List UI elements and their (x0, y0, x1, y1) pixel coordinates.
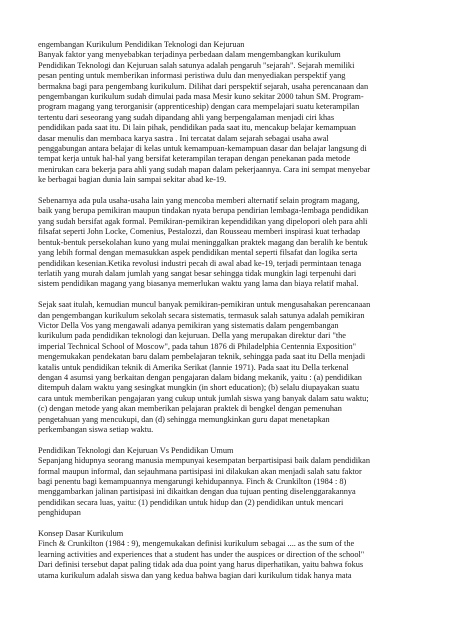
text-line: program magang yang terorganisir (apprenticeship) dengan cara mempelajari suatu keterampilan (38, 102, 360, 112)
text-line: sistem pendidikan magang yang biasanya memerlukan waktu yang lama dan biaya relatif mahal. (38, 279, 359, 289)
paragraph (38, 446, 414, 519)
text-line: ditempuh dalam waktu yang sesingkat mungkin (in short education); (b) selalu diupayakan suatu (38, 383, 360, 393)
text-line: pengetahuan yang mencukupi, dan (d) sehingga memungkinkan guru dapat menetapkan (38, 414, 330, 424)
text-line: dan pengembangan kurikulum sekolah secara sistematis, termasuk salah satunya adalah pemikiran (38, 310, 365, 320)
text-line: engembangan Kurikulum Pendidikan Teknologi dan Kejuruan (38, 40, 245, 49)
text-line: yang lebih formal dengan memasukkan aspek pendidikan mental seperti filsafat dan logika serta (38, 248, 358, 258)
text-line: penghidupan (38, 508, 81, 518)
text-line: cara untuk memberikan pengajaran yang cukup untuk jumlah siswa yang banyak dalam satu waktu; (38, 393, 369, 403)
text-line: Sebenarnya ada pula usaha-usaha lain yang mencoba memberi alternatif selain program magang, (38, 196, 360, 206)
text-line: bagi penentu bagi kemampuannya mengarungi kehidupannya. Finch & Crunkilton (1984 : 8) (38, 477, 347, 487)
paragraph (38, 40, 414, 186)
text-line: perkembangan siswa setiap waktu. (38, 425, 154, 434)
text-line: baik yang berupa pemikiran maupun tindakan nyata berupa pendirian lembaga-lembaga pendidikan (38, 206, 369, 216)
text-line: filsafat seperti John Locke, Comenius, Pestalozzi, dan Rousseau memberi inspirasi kuat terhadap (38, 227, 361, 237)
text-line: kurikulum pada pendidikan teknologi dan kejuruan. Della yang merupakan direktur dari "the (38, 331, 346, 341)
paragraph (38, 300, 414, 435)
text-line: Sepanjang hidupnya seorang manusia mempunyai kesempatan berpartisipasi baik dalam pendidikan (38, 456, 371, 466)
text-line: pendidikan pada saat itu. Di lain pihak, pendidikan pada saat itu, mencakup belajar kemampuan (38, 123, 356, 133)
text-line: Pendidikan Teknologi dan Kejuruan salah satunya adalah pengaruh "sejarah". Sejarah memiliki (38, 60, 355, 70)
text-line: bermakna bagi para pengembang kurikulum. Dilihat dari perspektif sejarah, usaha perencanaan dan (38, 81, 369, 91)
document-body (38, 40, 414, 581)
text-line: Dari definisi tersebut dapat paling tidak ada dua point yang harus diperhatikan, yaitu bahwa fokus (38, 560, 364, 570)
text-line: terlatih yang murah dalam jumlah yang sangat besar sehingga tidak mungkin lagi terpenuhi dari (38, 268, 357, 278)
text-line: yang sudah bersifat agak formal. Pemikiran-pemikiran kependidikan yang dipelopori oleh para ahli (38, 216, 368, 226)
text-line: imperial Technical School of Moscow", pada tahun 1876 di Philadelphia Centennia Exposition" (38, 341, 357, 351)
text-line: formal maupun informal, dan sejauhmana partisipasi ini dilakukan akan menjadi salah satu faktor (38, 466, 362, 476)
paragraph (38, 196, 414, 290)
text-line: (c) dengan metode yang akan memberikan pelajaran praktek di bengkel dengan pemenuhan (38, 404, 342, 414)
text-line: Finch & Crunkilton (1984 : 9), mengemukakan definisi kurikulum sebagai .... as the sum of the (38, 539, 355, 549)
text-line: utama kurikulum adalah siswa dan yang kedua bahwa bagian dari kurikulum tidak hanya mata (38, 570, 352, 580)
text-line: menggambarkan jalinan partisipasi ini dikaitkan dengan dua tujuan penting diselenggarakannya (38, 487, 356, 497)
text-line: tempat kerja untuk hal-hal yang bersifat keterampilan terapan dengan penekanan pada metode (38, 154, 351, 164)
text-line: Sejak saat itulah, kemudian muncul banyak pemikiran-pemikiran untuk mengusahakan perencanaan (38, 300, 371, 310)
text-line: dasar menulis dan membaca karya sastra . Ini tercatat dalam sejarah sebagai usaha awal (38, 133, 329, 143)
text-line: Banyak faktor yang menyebabkan terjadinya perbedaan dalam mengembangkan kurikulum (38, 50, 341, 60)
text-line: katalis untuk pendidikan teknik di Amerika Serikat (lannie 1971). Pada saat itu Della terkenal (38, 362, 349, 372)
text-line: Victor Della Vos yang mengawali adanya pemikiran yang sistematis dalam pengembangan (38, 320, 339, 330)
text-line: Konsep Dasar Kurikulum (38, 529, 124, 539)
text-line: menirukan cara bekerja para ahli yang sudah mapan dalam pekerjaannya. Cara ini sempat menyebar (38, 164, 371, 174)
text-line: tertentu dari seseorang yang sudah dipandang ahli yang berpengalaman menjadi ciri khas (38, 112, 335, 122)
paragraph (38, 529, 414, 581)
text-line: bentuk-bentuk persekolahan kuno yang mulai meninggalkan praktek magang dan beralih ke bentuk (38, 237, 368, 247)
text-line: ke berbagai bagian dunia lain sampai sekitar abad ke-19. (38, 175, 227, 185)
text-line: pendidikan secara luas, yaitu: (1) pendidikan untuk hidup dan (2) pendidikan untuk mencari (38, 497, 344, 507)
text-line: learning activities and experiences that a student has under the auspices or direction of the school" (38, 549, 365, 559)
text-line: pendidikan kesenian.Ketika revolusi industri pecah di awal abad ke-19, terjadi permintaan tenaga (38, 258, 362, 268)
text-line: penggabungan antara belajar di kelas untuk kemampuan-kemampuan dasar dan belajar langsung di (38, 144, 367, 154)
text-line: mengemukakan pendekatan baru dalam pembelajaran teknik, sehingga pada saat itu Della menjadi (38, 352, 366, 362)
text-line: pengembangan kurikulum sudah dimulai pada masa Mesir kuno sekitar 2000 tahun SM. Program- (38, 92, 364, 102)
text-line: Pendidikan Teknologi dan Kejuruan Vs Pendidikan Umum (38, 445, 234, 455)
text-line: dengan 4 asumsi yang berkaitan dengan pengajaran dalam bidang mekanik, yaitu : (a) pendidikan (38, 372, 362, 382)
text-line: pesan penting untuk memberikan informasi peristiwa dulu dan menyediakan perspektif yang (38, 71, 346, 81)
